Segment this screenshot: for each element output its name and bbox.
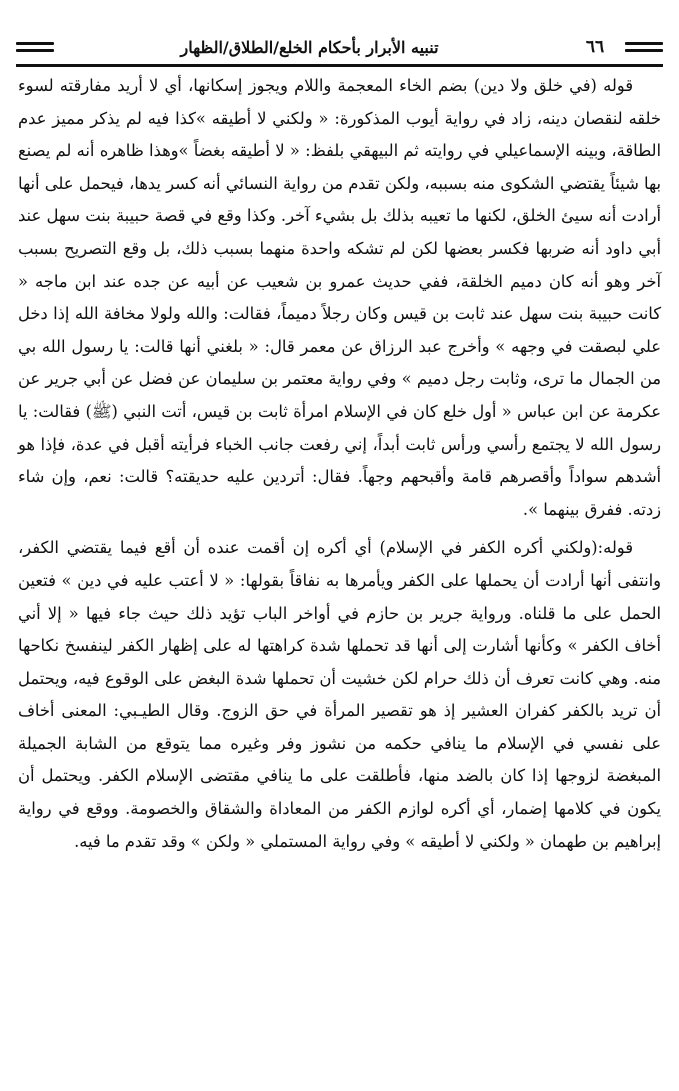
book-title: تنبيه الأبرار بأحكام الخلع/الطلاق/الظهار xyxy=(180,37,439,57)
page-number: ٦٦ xyxy=(585,37,605,57)
header-ornament-left xyxy=(16,42,54,52)
header-rule xyxy=(16,64,663,67)
header-ornament-right xyxy=(625,42,663,52)
running-header xyxy=(16,32,663,62)
paragraph: قوله (في خلق ولا دين) بضم الخاء المعجمة واللام ويجوز إسكانها، أي لا أريد مفارقته لسوء خلقه لنقصان دينه، زاد في رواية أيوب المذكورة: « ولكني لا أطيقه »كذا فيه لم يذكر مميز عدم الطاقة، وبينه الإسماعيلي في روايته ثم البيهقي بلفظ: « لا أطيقه بغضاً »وهذا ظاهره أنه لم يصنع بها شيئاً يقتضي الشكوى منه بسببه، ولكن تقدم من رواية النسائي أنه كسر يدها، فيحمل على أنها أرادت أنه سيئ الخلق، لكنها ما تعيبه بذلك بل بشيء آخر. وكذا وقع في قصة حبيبة بنت سهل عند أبي داود أنه ضربها فكسر بعضها لكن لم تشكه واحدة منهما بسبب ذلك، بل وقع التصريح بسبب آخر وهو أنه كان دميم الخلقة، ففي حديث عمرو بن شعيب عن أبيه عن جده عند ابن ماجه « كانت حبيبة بنت سهل عند ثابت بن قيس وكان رجلاً دميماً، فقالت: والله ولولا مخافة الله إذا دخل علي لبصقت في وجهه » وأخرج عبد الرزاق عن معمر قال: « بلغني أنها قالت: يا رسول الله بي من الجمال ما ترى، وثابت رجل دميم » وفي رواية معتمر بن سليمان عن فضل عن أبي جرير عن عكرمة عن ابن عباس « أول خلع كان في الإسلام امرأة ثابت بن قيس، أتت النبي (ﷺ) فقالت: يا رسول الله لا يجتمع رأسي ورأس ثابت أبداً، إني رفعت جانب الخباء فرأيته أقبل في عدة، فإذا هو أشدهم سواداً وأقصرهم قامة وأقبحهم وجهاً. فقال: أتردين عليه حديقته؟ قالت: نعم، وإن شاء زدته. ففرق بينهما ». xyxy=(18,76,661,519)
main-text xyxy=(18,70,661,858)
paragraph: قوله:(ولكني أكره الكفر في الإسلام) أي أكره إن أقمت عنده أن أقع فيما يقتضي الكفر، وانتفى أنها أرادت أن يحملها على الكفر ويأمرها به نفاقاً بقولها: « لا أعتب عليه في دين » فتعين الحمل على ما قلناه. ورواية جرير بن حازم في أواخر الباب تؤيد ذلك حيث جاء فيها « إلا أني أخاف الكفر » وكأنها أشارت إلى أنها قد تحملها شدة كراهتها له على إظهار الكفر لينفسخ نكاحها منه. وهي كانت تعرف أن ذلك حرام لكن خشيت أن تحملها شدة البغض على الوقوع فيه، ويحتمل أن تريد بالكفر كفران العشير إذ هو تقصير المرأة في حق الزوج. وقال الطيـبي: المعنى أخاف على نفسي في الإسلام ما ينافي حكمه من نشوز وفر وغيره مما يتوقع من الشابة الجميلة المبغضة لزوجها إذا كان بالضد منها، فأطلقت على ما ينافي مقتضى الإسلام الكفر. ويحتمل أن يكون في كلامها إضمار، أي أكره لوازم الكفر من المعاداة والشقاق والخصومة. ووقع في رواية إبراهيم بن طهمان « ولكني لا أطيقه » وفي رواية المستملي « ولكن » وقد تقدم ما فيه. xyxy=(18,538,661,851)
